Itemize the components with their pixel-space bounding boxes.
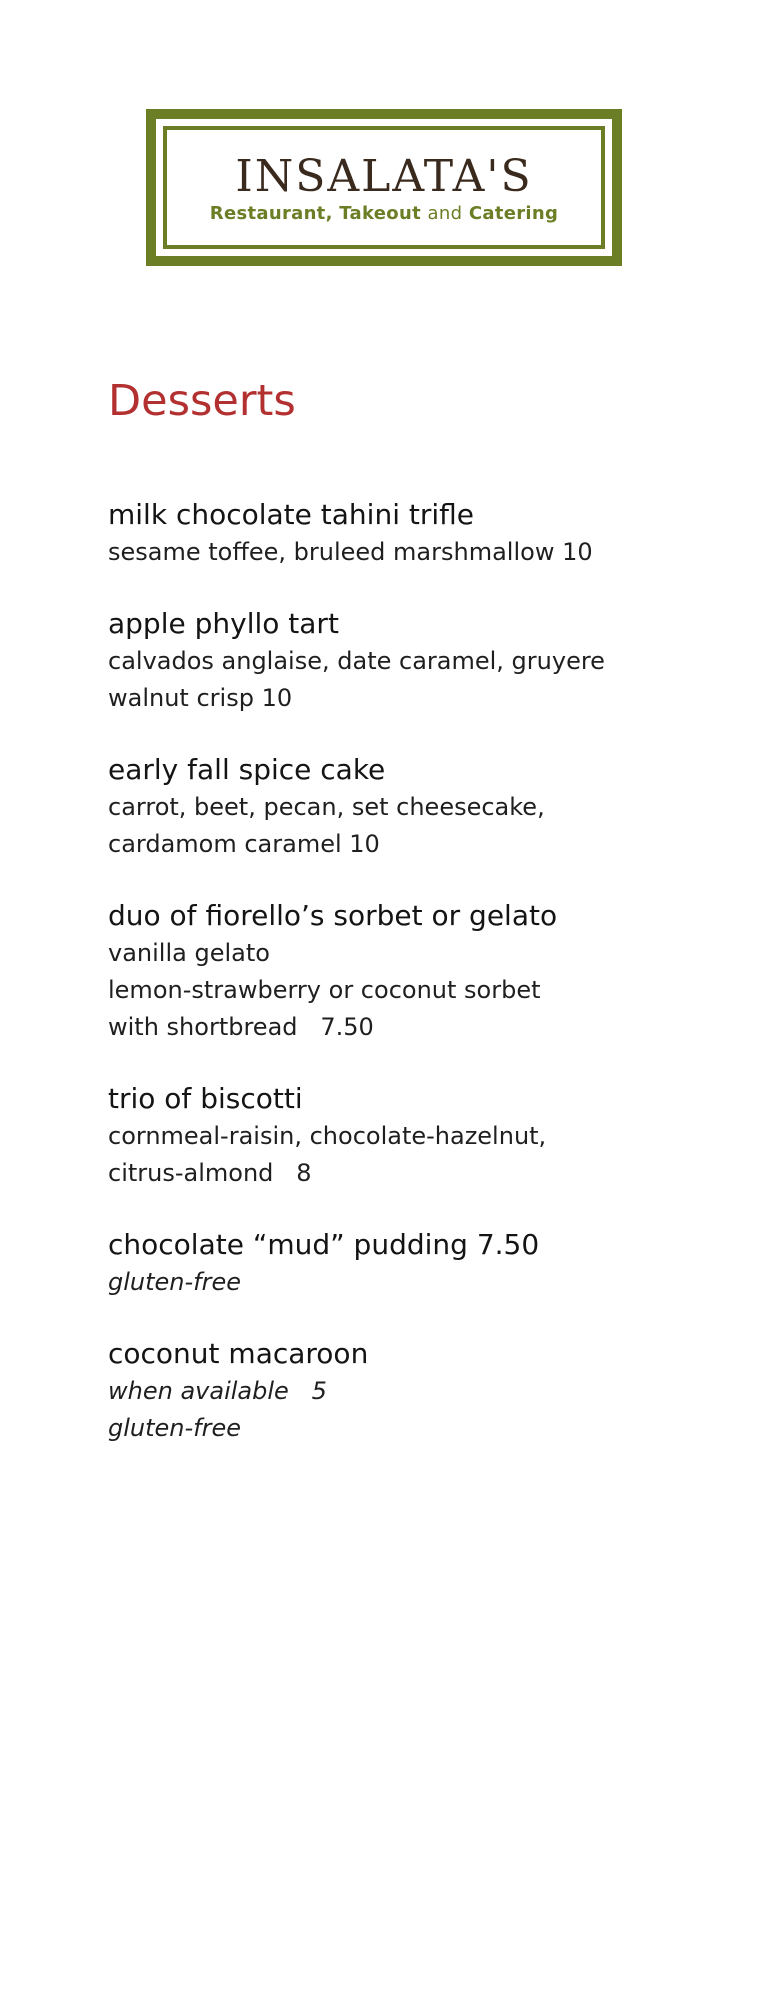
menu-item-macaroon <box>108 1335 728 1447</box>
logo-tagline-part1: Restaurant, Takeout <box>209 203 428 224</box>
menu-item-description: citrus-almond 8 <box>108 1159 312 1187</box>
menu-item-name: coconut macaroon <box>108 1337 369 1370</box>
logo-inner-frame <box>156 119 612 256</box>
menu-item-name: apple phyllo tart <box>108 607 339 640</box>
menu-item-biscotti <box>108 1080 728 1192</box>
logo-tagline-part2: Catering <box>462 203 559 224</box>
menu-item-name: milk chocolate tahini trifle <box>108 498 475 531</box>
menu-item-sorbet-gelato <box>108 897 728 1046</box>
menu-item-description: with shortbread 7.50 <box>108 1013 374 1041</box>
menu-item-trifle <box>108 496 728 571</box>
logo-tagline-and: and <box>427 203 463 224</box>
menu-item-mud-pudding <box>108 1226 728 1301</box>
menu-item-name: chocolate “mud” pudding 7.50 <box>108 1228 540 1261</box>
dessert-menu <box>108 496 728 1481</box>
menu-item-description: sesame toffee, bruleed marshmallow 10 <box>108 538 593 566</box>
logo-tagline <box>210 203 558 224</box>
menu-item-note: when available 5 <box>108 1377 327 1405</box>
menu-item-description: vanilla gelato <box>108 939 270 967</box>
menu-item-name: trio of biscotti <box>108 1082 303 1115</box>
menu-item-description: walnut crisp 10 <box>108 684 293 712</box>
menu-item-description: calvados anglaise, date caramel, gruyere <box>108 647 605 675</box>
menu-item-description: carrot, beet, pecan, set cheesecake, <box>108 793 545 821</box>
logo-border <box>163 126 605 249</box>
section-title: Desserts <box>108 376 296 426</box>
menu-item-name: early fall spice cake <box>108 753 386 786</box>
menu-item-description: lemon-strawberry or coconut sorbet <box>108 976 541 1004</box>
menu-item-spice-cake <box>108 751 728 863</box>
logo-name: INSALATA'S <box>235 151 533 202</box>
menu-item-note: gluten-free <box>108 1268 242 1296</box>
menu-item-name: duo of fiorello’s sorbet or gelato <box>108 899 558 932</box>
menu-item-description: cornmeal-raisin, chocolate-hazelnut, <box>108 1122 547 1150</box>
menu-item-note: gluten-free <box>108 1414 242 1442</box>
restaurant-logo <box>146 109 622 266</box>
menu-item-phyllo-tart <box>108 605 728 717</box>
menu-item-description: cardamom caramel 10 <box>108 830 380 858</box>
